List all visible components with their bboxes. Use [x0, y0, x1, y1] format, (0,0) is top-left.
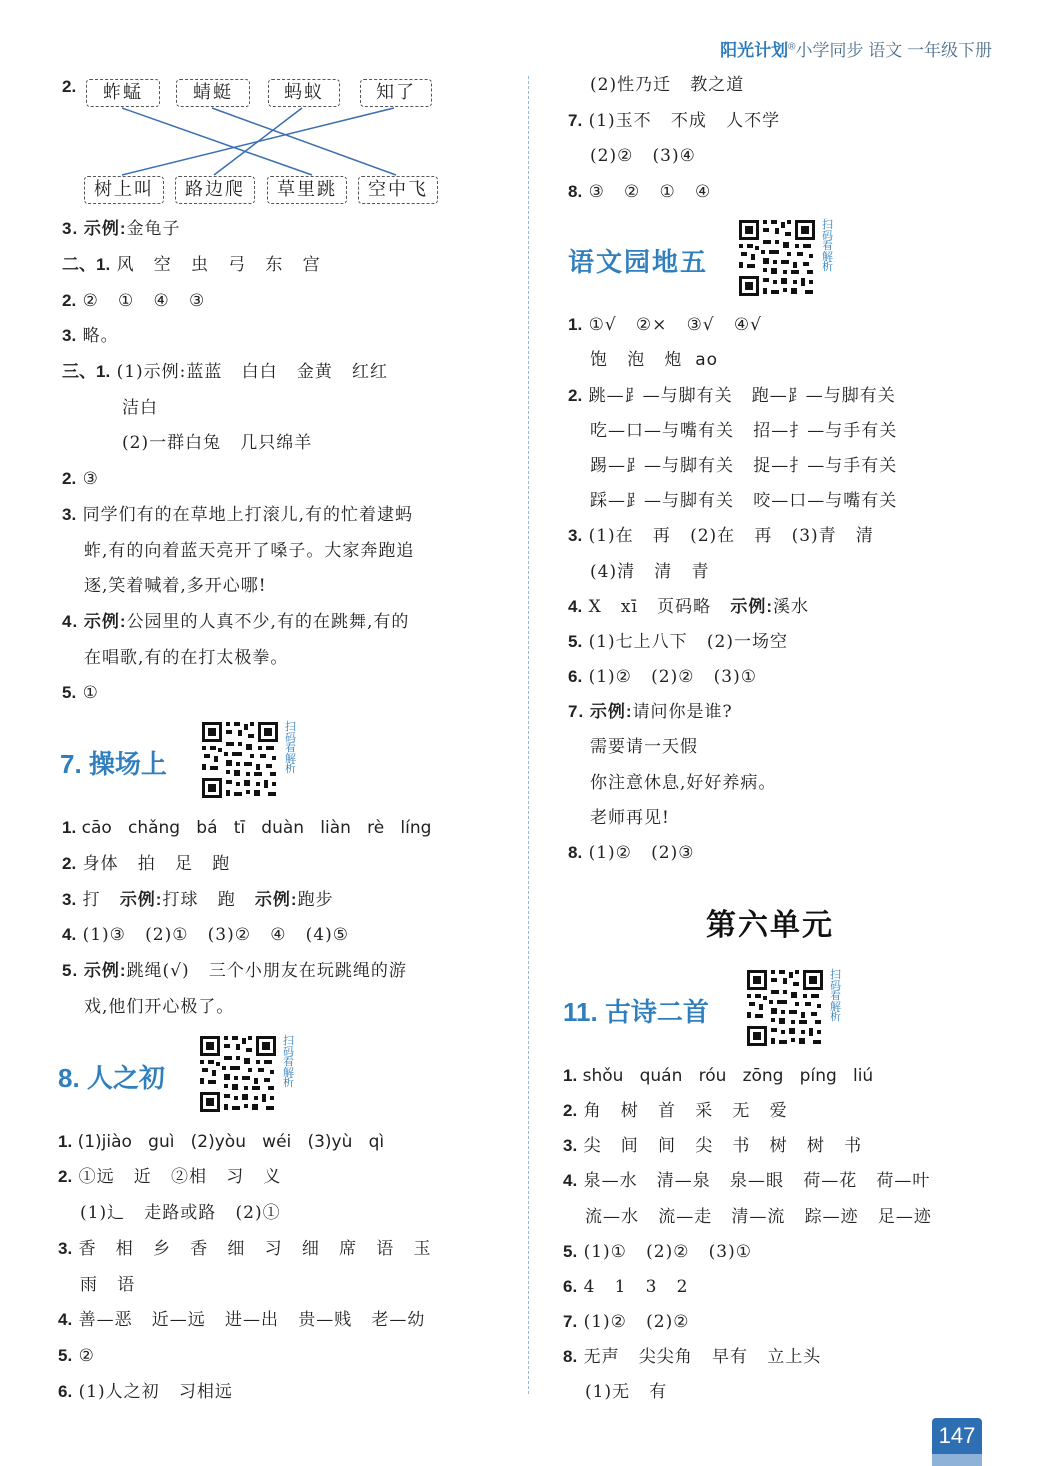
- answer-line: 5. ①: [62, 683, 99, 703]
- answer-line: 2. 身体 拍 足 跑: [62, 854, 231, 874]
- answer-line: 2. ③: [62, 469, 99, 489]
- answer-line: 戏,他们开心极了。: [84, 997, 235, 1017]
- answer-line: (2)② (3)④: [590, 146, 696, 166]
- section-title: 8. 人之初: [58, 1063, 165, 1093]
- answer-line: (1)无 有: [585, 1382, 668, 1402]
- answer-line: 5. (1)① (2)② (3)①: [563, 1242, 752, 1262]
- answer-line: 吃—口—与嘴有关 招—扌—与手有关: [590, 421, 898, 441]
- answer-line: 1. cāo chǎng bá tī duàn liàn rè líng: [62, 818, 432, 838]
- answer-line: 5. 示例:跳绳(√) 三个小朋友在玩跳绳的游: [62, 961, 407, 981]
- answer-line: 1. ①√ ②× ③√ ④√: [568, 315, 762, 335]
- answer-line: 2. ①远 近 ②相 习 义: [58, 1167, 282, 1187]
- question-number: 2.: [62, 77, 77, 96]
- page-number-bar: [932, 1454, 982, 1466]
- answer-line: 8. ③ ② ① ④: [568, 182, 712, 202]
- answer-line: (1)辶 走路或路 (2)①: [80, 1203, 281, 1223]
- answer-line: 蚱,有的向着蓝天亮开了嗓子。大家奔跑追: [84, 541, 415, 561]
- answer-line: 3. 示例:金龟子: [62, 219, 181, 239]
- answer-line: 4. (1)③ (2)① (3)② ④ (4)⑤: [62, 925, 349, 945]
- answer-line: 7. 示例:请问你是谁?: [568, 702, 733, 722]
- page-number: 147: [932, 1418, 982, 1454]
- answer-line: 踩—⻊—与脚有关 咬—口—与嘴有关: [590, 491, 898, 511]
- answer-line: 4. 善—恶 近—远 进—出 贵—贱 老—幼: [58, 1310, 426, 1330]
- answer-line: 2. ② ① ④ ③: [62, 291, 206, 311]
- unit-title: 第六单元: [706, 908, 834, 943]
- answer-line: 踢—⻊—与脚有关 捉—扌—与手有关: [590, 456, 898, 476]
- answer-line: 7. (1)② (2)②: [563, 1312, 690, 1332]
- qr-code-icon[interactable]: [737, 218, 817, 298]
- answer-line: (4)清 清 青: [590, 562, 710, 582]
- answer-line: 二、1. 风 空 虫 弓 东 宫: [62, 255, 321, 275]
- answer-line: 2. 跳—⻊—与脚有关 跑—⻊—与脚有关: [568, 386, 896, 406]
- book-subtitle: 小学同步 语文 一年级下册: [795, 41, 992, 60]
- answer-line: 雨 语: [80, 1275, 136, 1295]
- answer-line: 5. (1)七上八下 (2)一场空: [568, 632, 788, 652]
- answer-line: 流—水 流—走 清—流 踪—迹 足—迹: [585, 1207, 932, 1227]
- answer-line: 7. (1)玉不 不成 人不学: [568, 111, 781, 131]
- brand-name: 阳光计划: [720, 41, 789, 60]
- registered-mark: ®: [788, 41, 796, 53]
- answer-line: 8. (1)② (2)③: [568, 843, 695, 863]
- qr-label: 扫码看解析: [283, 1034, 294, 1089]
- answer-line: 1. shǒu quán róu zōng píng liú: [563, 1066, 874, 1086]
- page-header: [720, 36, 992, 61]
- answer-line: 饱 泡 炮 ao: [590, 350, 719, 370]
- phrase-box: 路边爬: [175, 176, 255, 204]
- answer-line: 1. (1)jiào guì (2)yòu wéi (3)yù qì: [58, 1132, 385, 1152]
- answer-line: 3. 尖 间 间 尖 书 树 树 书: [563, 1136, 863, 1156]
- answer-line: 4. 示例:公园里的人真不少,有的在跳舞,有的: [62, 612, 410, 632]
- answer-line: 2. 角 树 首 采 无 爱: [563, 1101, 788, 1121]
- qr-label: 扫码看解析: [830, 968, 841, 1023]
- word-box: 知了: [360, 79, 432, 107]
- phrase-box: 空中飞: [358, 176, 438, 204]
- answer-line: 你注意休息,好好养病。: [590, 773, 777, 793]
- answer-line: 5. ②: [58, 1346, 95, 1366]
- answer-line: (2)一群白兔 几只绵羊: [122, 433, 313, 453]
- phrase-box: 树上叫: [84, 176, 164, 204]
- qr-code-icon[interactable]: [200, 720, 280, 800]
- answer-line: 6. (1)人之初 习相远: [58, 1382, 233, 1402]
- word-box: 蚱蜢: [86, 79, 160, 107]
- answer-line: 3. 略。: [62, 326, 119, 346]
- answer-line: 逐,笑着喊着,多开心哪!: [84, 576, 267, 596]
- answer-line: 6. 4 1 3 2: [563, 1277, 689, 1297]
- qr-code-icon[interactable]: [198, 1034, 278, 1114]
- phrase-box: 草里跳: [267, 176, 347, 204]
- answer-line: 6. (1)② (2)② (3)①: [568, 667, 757, 687]
- answer-line: 3. 香 相 乡 香 细 习 细 席 语 玉: [58, 1239, 432, 1259]
- section-title: 语文园地五: [568, 247, 709, 277]
- section-title: 7. 操场上: [60, 749, 167, 779]
- answer-line: 3. 打 示例:打球 跑 示例:跑步: [62, 890, 334, 910]
- answer-line: 3. 同学们有的在草地上打滚儿,有的忙着逮蚂: [62, 505, 413, 525]
- column-divider: [528, 76, 529, 1394]
- answer-line: 老师再见!: [590, 808, 670, 828]
- answer-line: 洁白: [122, 398, 158, 418]
- word-box: 蚂蚁: [268, 79, 340, 107]
- answer-line: 8. 无声 尖尖角 早有 立上头: [563, 1347, 822, 1367]
- matching-lines: [0, 0, 520, 220]
- qr-label: 扫码看解析: [822, 218, 833, 273]
- answer-line: 三、1. (1)示例:蓝蓝 白白 金黄 红红: [62, 362, 389, 382]
- answer-line: 4. 泉—水 清—泉 泉—眼 荷—花 荷—叶: [563, 1171, 931, 1191]
- answer-line: (2)性乃迁 教之道: [590, 75, 745, 95]
- qr-code-icon[interactable]: [745, 968, 825, 1048]
- section-title: 11. 古诗二首: [563, 997, 709, 1027]
- qr-label: 扫码看解析: [285, 720, 296, 775]
- answer-line: 4. X xī 页码略 示例:溪水: [568, 597, 810, 617]
- answer-line: 3. (1)在 再 (2)在 再 (3)青 清: [568, 526, 874, 546]
- answer-line: 需要请一天假: [590, 737, 698, 757]
- word-box: 蜻蜓: [176, 79, 250, 107]
- answer-line: 在唱歌,有的在打太极拳。: [84, 648, 289, 668]
